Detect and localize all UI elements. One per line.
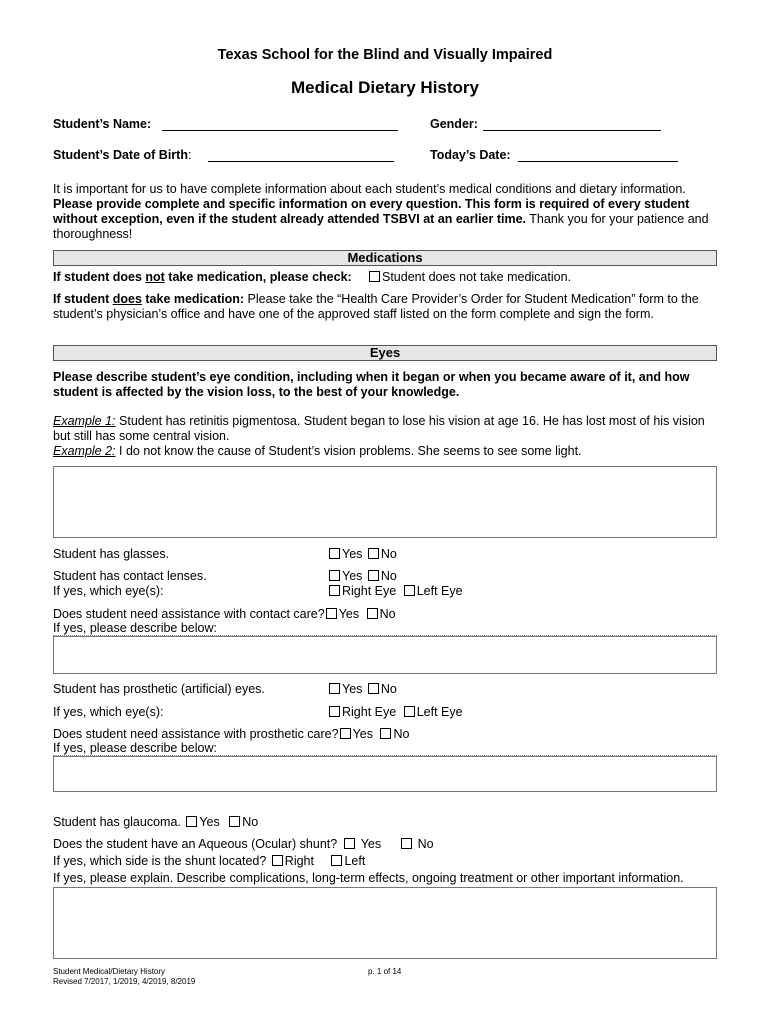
- shunt-yes-checkbox[interactable]: [344, 838, 355, 849]
- prosthetic-right-eye-checkbox[interactable]: [329, 706, 340, 717]
- eye-condition-textbox[interactable]: [53, 466, 717, 538]
- shunt-side-line: [53, 854, 365, 868]
- intro-plain-1: It is important for us to have complete information about each student’s medical conditions and dietary information.: [53, 182, 686, 196]
- shunt-explain-label: If yes, please explain. Describe complications, long-term effects, ongoing treatment or other important information.: [53, 871, 684, 885]
- prosthetic-right-eye-label: Right Eye: [342, 705, 397, 719]
- contact-care-label: Does student need assistance with contact care?: [53, 607, 325, 621]
- no-med-suffix: take medication, please check:: [164, 270, 352, 284]
- no-med-not: not: [145, 270, 165, 284]
- shunt-right-label: Right: [284, 854, 314, 868]
- example-2-label: Example 2:: [53, 444, 116, 458]
- contacts-which-eyes-label: If yes, which eye(s):: [53, 584, 164, 598]
- eyes-instruction: Please describe student’s eye condition, including when it began or when you became aware of it, and how student is affected by the vision loss, to the best of your knowledge.: [53, 370, 690, 399]
- medication-instructions: [53, 292, 716, 322]
- glaucoma-no-label: No: [242, 815, 259, 829]
- footer-form-name: Student Medical/Dietary History: [53, 967, 166, 976]
- example-1-text: Student has retinitis pigmentosa. Student began to lose his vision at age 16. He has lost most of his vision but still has some central vision.: [53, 414, 705, 443]
- prosthetic-label: Student has prosthetic (artificial) eyes.: [53, 682, 265, 696]
- glasses-yes-label: Yes: [342, 547, 363, 561]
- glaucoma-yes-label: Yes: [199, 815, 220, 829]
- contact-care-yes-checkbox[interactable]: [326, 608, 337, 619]
- prosthetic-care-no-checkbox[interactable]: [380, 728, 391, 739]
- footer-revised: Revised 7/2017, 1/2019, 4/2019, 8/2019: [53, 977, 196, 986]
- footer-page-number: p. 1 of 14: [368, 967, 402, 976]
- no-medication-line: [53, 270, 352, 284]
- example-1-label: Example 1:: [53, 414, 116, 428]
- prosthetic-care-textbox[interactable]: [53, 756, 717, 792]
- example-2-text: I do not know the cause of Student’s vision problems. She seems to see some light.: [115, 444, 582, 458]
- shunt-left-checkbox[interactable]: [331, 855, 342, 866]
- eyes-example-2: [53, 444, 718, 459]
- glaucoma-line: [53, 815, 258, 829]
- contact-care-no-label: No: [379, 607, 396, 621]
- shunt-no-label: No: [417, 837, 434, 851]
- glasses-no-checkbox[interactable]: [368, 548, 379, 559]
- prosthetic-care-line: [53, 727, 409, 741]
- glasses-yes-checkbox[interactable]: [329, 548, 340, 559]
- contact-care-no-checkbox[interactable]: [367, 608, 378, 619]
- no-medication-option: [369, 270, 571, 284]
- no-medication-option-label: Student does not take medication.: [382, 270, 572, 284]
- shunt-side-label: If yes, which side is the shunt located?: [53, 854, 267, 868]
- todays-date-field[interactable]: [518, 161, 678, 162]
- shunt-yes-label: Yes: [360, 837, 382, 851]
- prosthetic-options: [329, 682, 397, 696]
- eyes-heading: Eyes: [53, 345, 717, 361]
- glaucoma-label: Student has glaucoma.: [53, 815, 181, 829]
- does-med-text: Please take the “Health Care Provider’s Order for Student Medication” form to the student’s physician’s office and have one of the approved staff listed on the form complete and sign the form.: [53, 292, 699, 321]
- gender-label: Gender:: [430, 117, 478, 131]
- gender-field[interactable]: [483, 130, 661, 131]
- dob-field[interactable]: [208, 161, 394, 162]
- contacts-eye-options: [329, 584, 463, 598]
- prosthetic-care-yes-label: Yes: [352, 727, 373, 741]
- prosthetic-yes-checkbox[interactable]: [329, 683, 340, 694]
- contact-care-describe-label: If yes, please describe below:: [53, 621, 217, 635]
- student-name-label: Student’s Name:: [53, 117, 152, 131]
- shunt-right-checkbox[interactable]: [272, 855, 283, 866]
- glasses-options: [329, 547, 397, 561]
- shunt-left-label: Left: [344, 854, 366, 868]
- medications-heading: Medications: [53, 250, 717, 266]
- contact-care-yes-label: Yes: [338, 607, 360, 621]
- shunt-label: Does the student have an Aqueous (Ocular) shunt?: [53, 837, 338, 851]
- prosthetic-left-eye-label: Left Eye: [416, 705, 463, 719]
- contacts-left-eye-checkbox[interactable]: [404, 585, 415, 596]
- contacts-right-eye-checkbox[interactable]: [329, 585, 340, 596]
- contact-care-line: [53, 607, 396, 621]
- does-med-suffix: take medication:: [141, 292, 245, 306]
- prosthetic-care-describe-label: If yes, please describe below:: [53, 741, 217, 755]
- prosthetic-care-no-label: No: [393, 727, 410, 741]
- eyes-example-1: [53, 414, 718, 444]
- prosthetic-yes-label: Yes: [342, 682, 363, 696]
- intro-paragraph: [53, 182, 718, 242]
- glaucoma-no-checkbox[interactable]: [229, 816, 240, 827]
- glasses-label: Student has glasses.: [53, 547, 170, 561]
- contacts-options: [329, 569, 397, 583]
- contact-care-textbox[interactable]: [53, 636, 717, 674]
- prosthetic-left-eye-checkbox[interactable]: [404, 706, 415, 717]
- glasses-no-label: No: [380, 547, 397, 561]
- form-title: Medical Dietary History: [290, 78, 479, 97]
- contacts-yes-checkbox[interactable]: [329, 570, 340, 581]
- shunt-no-checkbox[interactable]: [401, 838, 412, 849]
- contacts-no-label: No: [380, 569, 397, 583]
- contacts-label: Student has contact lenses.: [53, 569, 207, 583]
- does-med-prefix: If student: [53, 292, 113, 306]
- intro-plain-2: Thank you for your patience and thoroughness!: [53, 212, 709, 241]
- contacts-left-eye-label: Left Eye: [416, 584, 463, 598]
- contacts-right-eye-label: Right Eye: [342, 584, 397, 598]
- todays-date-label: Today’s Date:: [430, 148, 511, 162]
- prosthetic-no-checkbox[interactable]: [368, 683, 379, 694]
- prosthetic-eye-options: [329, 705, 463, 719]
- student-name-field[interactable]: [162, 130, 398, 131]
- shunt-line: [53, 837, 434, 851]
- prosthetic-care-label: Does student need assistance with prosthetic care?: [53, 727, 339, 741]
- dob-label-colon: :: [187, 148, 192, 162]
- footer-form-info: [53, 967, 195, 987]
- intro-bold: Please provide complete and specific information on every question. This form is required of every student without exception, even if the student already attended TSBVI at an earlier time.: [53, 197, 690, 226]
- no-medication-checkbox[interactable]: [369, 271, 380, 282]
- prosthetic-care-yes-checkbox[interactable]: [340, 728, 351, 739]
- glaucoma-yes-checkbox[interactable]: [186, 816, 197, 827]
- prosthetic-which-eyes-label: If yes, which eye(s):: [53, 705, 164, 719]
- does-med-does: does: [112, 292, 142, 306]
- shunt-explain-textbox[interactable]: [53, 887, 717, 959]
- no-med-prefix: If student does: [53, 270, 146, 284]
- school-name: Texas School for the Blind and Visually Impaired: [217, 47, 553, 63]
- dob-label-text: Student’s Date of Birth: [53, 148, 188, 162]
- dob-label: [53, 148, 191, 162]
- prosthetic-no-label: No: [380, 682, 397, 696]
- contacts-yes-label: Yes: [342, 569, 363, 583]
- contacts-no-checkbox[interactable]: [368, 570, 379, 581]
